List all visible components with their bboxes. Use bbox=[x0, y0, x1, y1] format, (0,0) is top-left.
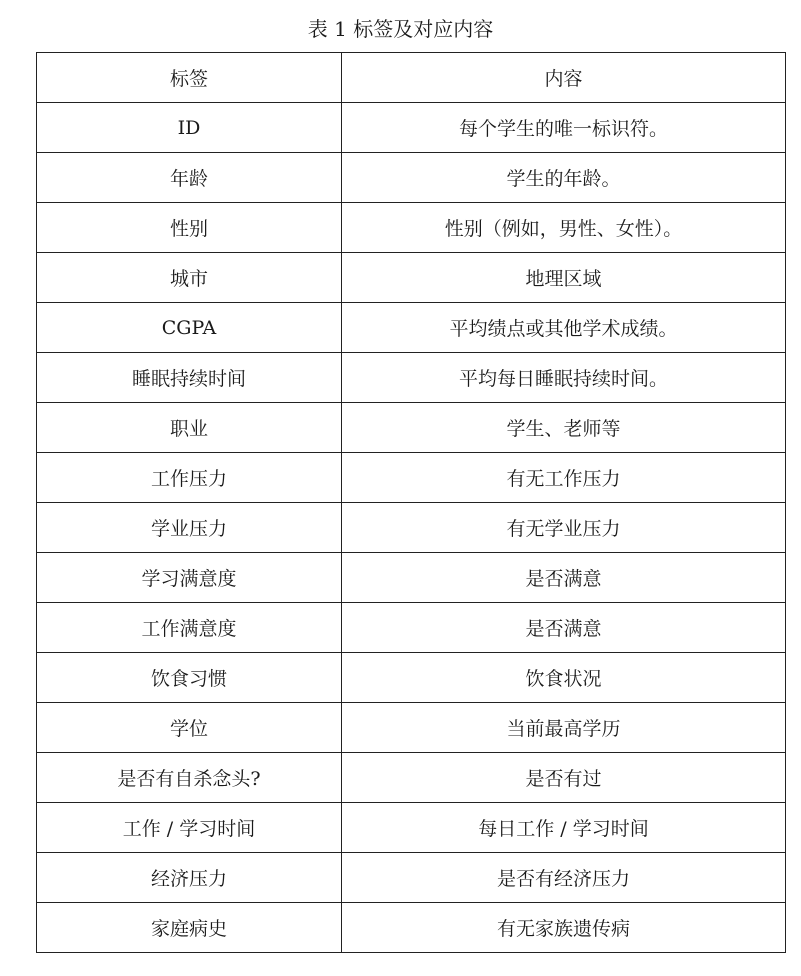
row-content: 有无工作压力 bbox=[342, 453, 786, 503]
table-row bbox=[37, 503, 786, 553]
row-label: 职业 bbox=[37, 403, 342, 453]
row-content: 平均绩点或其他学术成绩。 bbox=[342, 303, 786, 353]
table-header-row bbox=[37, 53, 786, 103]
table-row bbox=[37, 403, 786, 453]
row-content: 学生的年龄。 bbox=[342, 153, 786, 203]
row-content: 饮食状况 bbox=[342, 653, 786, 703]
row-label: 学位 bbox=[37, 703, 342, 753]
table-row bbox=[37, 553, 786, 603]
row-content: 当前最高学历 bbox=[342, 703, 786, 753]
row-label: 工作满意度 bbox=[37, 603, 342, 653]
table-row bbox=[37, 903, 786, 953]
table-row bbox=[37, 853, 786, 903]
table-row bbox=[37, 353, 786, 403]
row-label: 饮食习惯 bbox=[37, 653, 342, 703]
row-content: 学生、老师等 bbox=[342, 403, 786, 453]
row-content: 有无学业压力 bbox=[342, 503, 786, 553]
row-label: 睡眠持续时间 bbox=[37, 353, 342, 403]
table-row bbox=[37, 603, 786, 653]
table-row bbox=[37, 803, 786, 853]
row-content: 是否有经济压力 bbox=[342, 853, 786, 903]
row-content: 每日工作 / 学习时间 bbox=[342, 803, 786, 853]
table-row bbox=[37, 453, 786, 503]
row-content: 有无家族遗传病 bbox=[342, 903, 786, 953]
row-content: 是否有过 bbox=[342, 753, 786, 803]
row-label: 性别 bbox=[37, 203, 342, 253]
table-caption: 表 1 标签及对应内容 bbox=[307, 17, 494, 41]
table-row bbox=[37, 103, 786, 153]
row-content: 性别（例如，男性、女性）。 bbox=[342, 203, 786, 253]
row-label: 是否有自杀念头? bbox=[37, 753, 342, 803]
table-row bbox=[37, 753, 786, 803]
table-row bbox=[37, 203, 786, 253]
row-content: 平均每日睡眠持续时间。 bbox=[342, 353, 786, 403]
table-row bbox=[37, 703, 786, 753]
row-label: 家庭病史 bbox=[37, 903, 342, 953]
table-row bbox=[37, 153, 786, 203]
row-label: 年龄 bbox=[37, 153, 342, 203]
label-content-table bbox=[36, 52, 786, 953]
row-label: CGPA bbox=[37, 303, 342, 353]
row-content: 是否满意 bbox=[342, 603, 786, 653]
table-row bbox=[37, 303, 786, 353]
table-row bbox=[37, 653, 786, 703]
row-content: 每个学生的唯一标识符。 bbox=[342, 103, 786, 153]
header-content: 内容 bbox=[342, 53, 786, 103]
header-label: 标签 bbox=[37, 53, 342, 103]
row-content: 地理区域 bbox=[342, 253, 786, 303]
row-label: 经济压力 bbox=[37, 853, 342, 903]
row-label: 工作 / 学习时间 bbox=[37, 803, 342, 853]
row-content: 是否满意 bbox=[342, 553, 786, 603]
row-label: 工作压力 bbox=[37, 453, 342, 503]
row-label: ID bbox=[37, 103, 342, 153]
row-label: 城市 bbox=[37, 253, 342, 303]
row-label: 学习满意度 bbox=[37, 553, 342, 603]
table-row bbox=[37, 253, 786, 303]
row-label: 学业压力 bbox=[37, 503, 342, 553]
